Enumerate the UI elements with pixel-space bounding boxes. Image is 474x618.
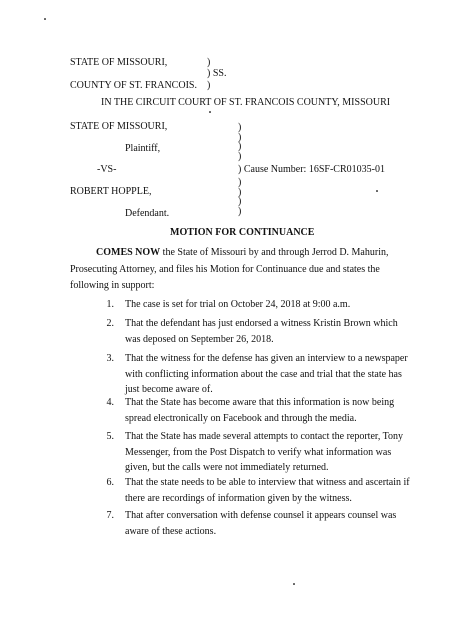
intro-lead: COMES NOW <box>96 247 161 258</box>
venue-ss: ) SS. <box>207 68 227 79</box>
item-number: 1. <box>106 299 114 310</box>
court-heading: IN THE CIRCUIT COURT OF ST. FRANCOIS COUNTY, MISSOURI <box>101 97 391 108</box>
item-text: That the state needs to be able to interview that witness and ascertain if there are recordings of information given by the witness. <box>125 477 410 504</box>
item-number: 6. <box>106 477 114 488</box>
item-number: 3. <box>106 353 114 364</box>
item-number: 5. <box>106 431 114 442</box>
scan-speck <box>209 111 211 113</box>
item-text: The case is set for trial on October 24, 2018 at 9:00 a.m. <box>125 299 351 310</box>
venue-paren-top: ) <box>207 57 211 68</box>
caption-brace-bottom: ) ) ) ) <box>238 177 242 217</box>
item-text: That the witness for the defense has given an interview to a newspaper with conflicting information about the case and trial that the state has just become aware of. <box>125 353 408 395</box>
item-number: 2. <box>106 318 114 329</box>
venue-state: STATE OF MISSOURI, <box>70 57 168 68</box>
intro-text: the State of Missouri by and through Jerrod D. Mahurin, Prosecuting Attorney, and files his Motion for Continuance due and states the following in support: <box>70 247 389 291</box>
plaintiff-label: Plaintiff, <box>125 143 161 154</box>
item-text: That the State has made several attempts to contact the reporter, Tony Messenger, from the Post Dispatch to verify what information was given, but the calls were not immediately returned. <box>125 431 404 473</box>
cause-number: ) Cause Number: 16SF-CR01035-01 <box>238 164 385 175</box>
intro-paragraph <box>70 245 415 295</box>
motion-title: MOTION FOR CONTINUANCE <box>170 227 315 238</box>
item-number: 4. <box>106 397 114 408</box>
item-number: 7. <box>106 510 114 521</box>
scan-speck <box>293 583 295 585</box>
scan-speck <box>376 190 378 192</box>
defendant-name: ROBERT HOPPLE, <box>70 186 152 197</box>
venue-county: COUNTY OF ST. FRANCOIS. <box>70 80 197 91</box>
scan-speck <box>44 18 46 20</box>
item-text: That the defendant has just endorsed a witness Kristin Brown which was deposed on September 26, 2018. <box>125 318 398 345</box>
venue-paren-bottom: ) <box>207 80 211 91</box>
defendant-label: Defendant. <box>125 208 170 219</box>
plaintiff-name: STATE OF MISSOURI, <box>70 121 168 132</box>
versus-label: -VS- <box>97 164 117 175</box>
item-text: That the State has become aware that this information is now being spread electronically on Facebook and through the media. <box>125 397 395 424</box>
caption-brace-top: ) ) ) ) <box>238 122 242 162</box>
item-text: That after conversation with defense counsel it appears counsel was aware of these actions. <box>125 510 397 537</box>
